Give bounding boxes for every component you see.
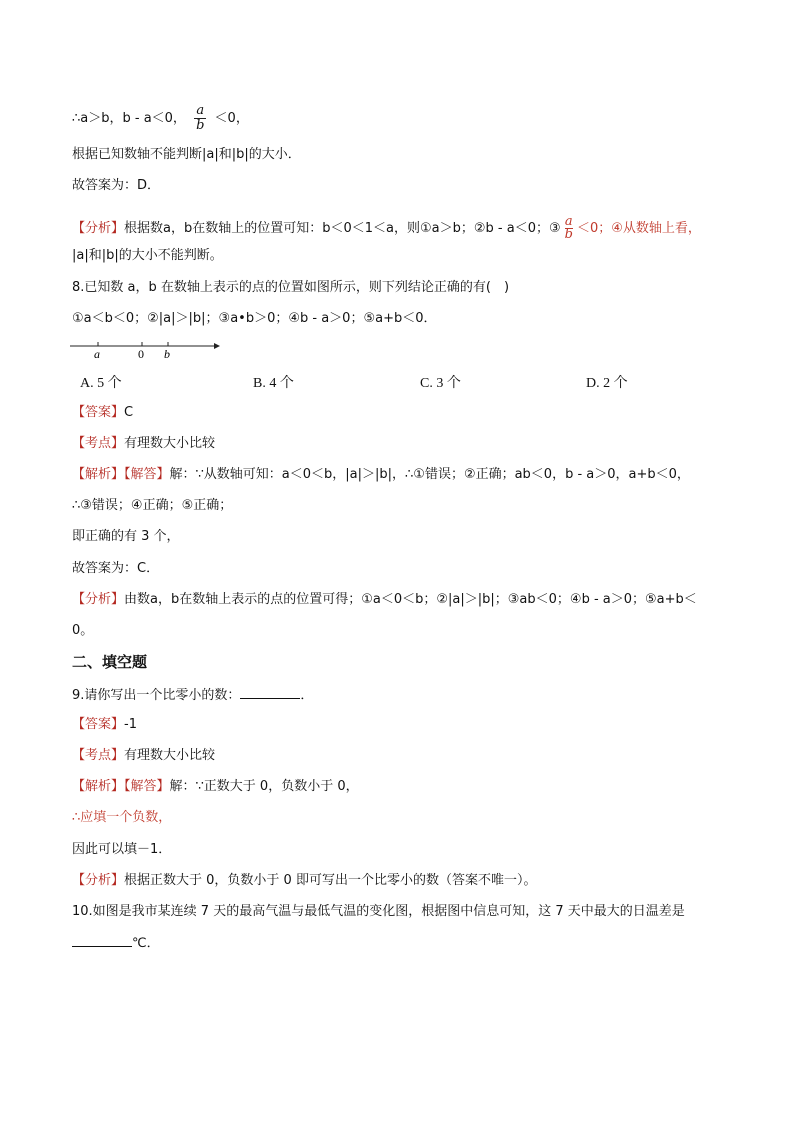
q8-jiexi-4: 故答案为：C． (72, 561, 160, 576)
q8-jiexi (72, 466, 690, 484)
analysis-prev-line-2: |a|和|b|的大小不能判断。 (72, 248, 223, 263)
jiexi-tag: 【解析】【解答】 (72, 779, 170, 794)
q9-stem (72, 686, 313, 705)
analysis-text-red: ＜0；④从数轴上看， (576, 221, 701, 236)
q9-blank[interactable] (240, 686, 300, 699)
q9-answer (72, 716, 137, 734)
q9-jiexi-3: 因此可以填－1． (72, 842, 172, 857)
fenxi-tag: 【分析】 (72, 592, 125, 607)
answer-line-prev: 故答案为：D． (72, 178, 161, 193)
jiexi-text: 解：∵正数大于 0，负数小于 0， (169, 779, 359, 794)
fraction-a-over-b (194, 104, 206, 133)
label-a: a (94, 347, 100, 361)
kaodian-tag: 【考点】 (72, 748, 125, 763)
fenxi-text: 根据正数大于 0，负数小于 0 即可写出一个比零小的数（答案不唯一）。 (124, 873, 537, 888)
number-line-figure (70, 336, 220, 362)
label-b: b (164, 347, 170, 361)
text: ∴a＞b，b - a＜0， (72, 111, 186, 126)
denominator: b (564, 227, 573, 242)
label-zero: 0 (138, 347, 144, 361)
q8-jiexi-2: ∴③错误；④正确；⑤正确； (72, 498, 233, 513)
section-heading: 二、填空题 (72, 653, 148, 671)
answer-tag: 【答案】 (72, 405, 125, 420)
q9-kaodian (72, 747, 215, 765)
q8-jiexi-3: 即正确的有 3 个， (72, 529, 180, 544)
q9-stem-text: 9.请你写出一个比零小的数： (72, 688, 241, 703)
numerator: a (194, 104, 206, 119)
q8-items: ①a＜b＜0；②|a|＞|b|；③a•b＞0；④b - a＞0；⑤a+b＜0． (72, 311, 437, 326)
answer-tag: 【答案】 (72, 717, 125, 732)
fenxi-text: 由数a，b在数轴上表示的点的位置可得；①a＜0＜b；②|a|＞|b|；③ab＜0；④b - a＞0；⑤a+b＜ (124, 592, 697, 607)
option-c[interactable]: C. 3 个 (420, 376, 461, 391)
q8-fenxi-2: 0。 (72, 623, 94, 638)
q9-fenxi (72, 872, 536, 890)
jiexi-text: 解：∵从数轴可知：a＜0＜b，|a|＞|b|，∴①错误；②正确；ab＜0，b - a＞0，a+b＜0， (169, 467, 690, 482)
axis-arrow (214, 343, 220, 349)
reasoning-line-2: 根据已知数轴不能判断|a|和|b|的大小． (72, 147, 301, 162)
analysis-text: 根据数a，b在数轴上的位置可知：b＜0＜1＜a，则①a＞b；②b - a＜0；③ (124, 221, 561, 236)
numerator: a (564, 214, 573, 229)
q8-kaodian (72, 435, 215, 453)
option-b[interactable]: B. 4 个 (253, 376, 294, 391)
answer-value: C (124, 405, 134, 420)
analysis-tag: 【分析】 (72, 221, 125, 236)
reasoning-line-1 (72, 104, 249, 133)
answer-value: -1 (124, 717, 137, 732)
q10-stem-end: ℃． (132, 936, 160, 951)
denominator: b (196, 118, 205, 133)
q10-blank[interactable] (72, 934, 132, 947)
q9-jiexi (72, 778, 359, 796)
q9-jiexi-2: ∴应填一个负数， (72, 810, 172, 825)
kaodian-text: 有理数大小比较 (124, 748, 216, 763)
text: ＜0， (214, 111, 249, 126)
fenxi-tag: 【分析】 (72, 873, 125, 888)
kaodian-tag: 【考点】 (72, 436, 125, 451)
option-a[interactable]: A. 5 个 (80, 376, 122, 391)
q8-stem: 8.已知数 a，b 在数轴上表示的点的位置如图所示，则下列结论正确的有( ) (72, 280, 510, 295)
q9-stem-end: ． (300, 688, 314, 703)
analysis-prev (72, 216, 701, 241)
option-d[interactable]: D. 2 个 (586, 376, 628, 391)
q10-stem-2 (72, 934, 160, 953)
q10-stem: 10.如图是我市某连续 7 天的最高气温与最低气温的变化图，根据图中信息可知，这 7 天中最大的日温差是 (72, 904, 685, 919)
q8-fenxi (72, 591, 697, 609)
jiexi-tag: 【解析】【解答】 (72, 467, 170, 482)
q8-answer (72, 404, 133, 422)
fraction-a-over-b-red (565, 216, 573, 241)
kaodian-text: 有理数大小比较 (124, 436, 216, 451)
